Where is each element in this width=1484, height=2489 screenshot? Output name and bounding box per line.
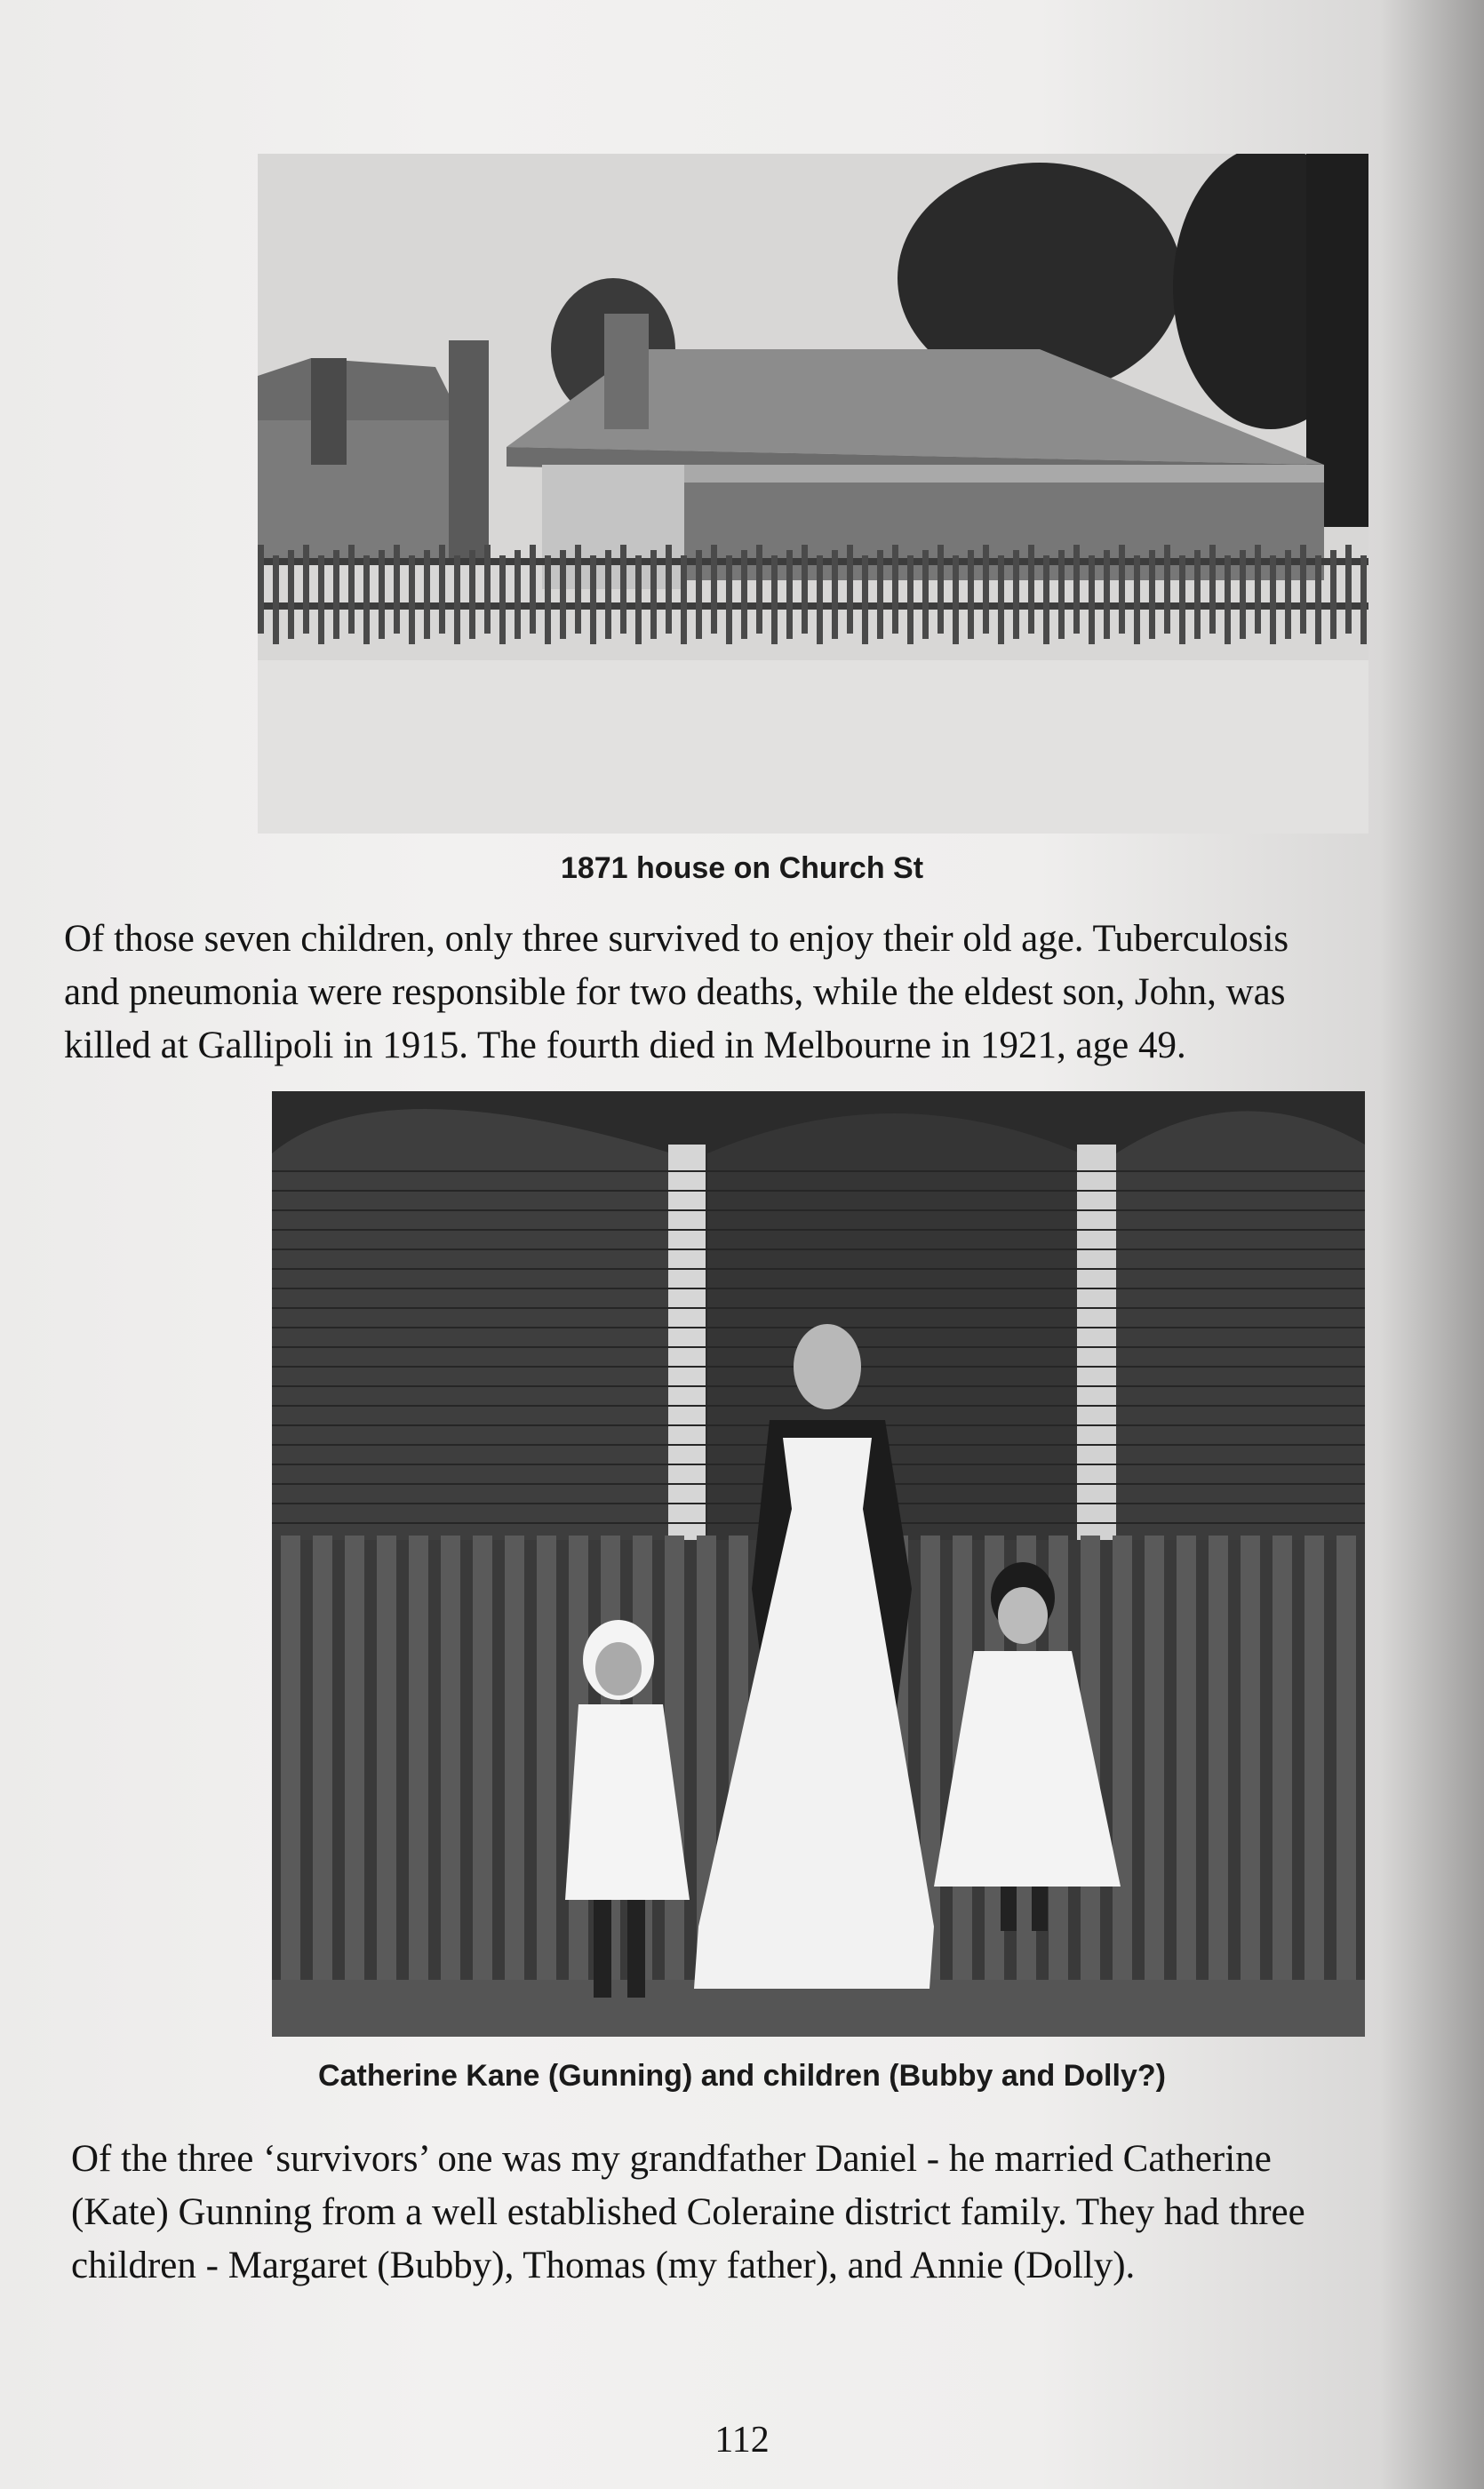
house-photo <box>258 154 1368 834</box>
paragraph-2-line-3: children - Margaret (Bubby), Thomas (my father), and Annie (Dolly). <box>71 2245 1136 2286</box>
paragraph-1-line-1: Of those seven children, only three survived to enjoy their old age. Tuberculosis <box>64 918 1289 960</box>
figure-2-caption: Catherine Kane (Gunning) and children (Bubby and Dolly?) <box>318 2059 1166 2093</box>
paragraph-2-line-1: Of the three ‘survivors’ one was my grandfather Daniel - he married Catherine <box>71 2138 1272 2180</box>
figure-1-caption: 1871 house on Church St <box>560 851 924 885</box>
paragraph-2 <box>71 2133 1457 2293</box>
page-number: 112 <box>714 2420 770 2461</box>
paragraph-2-line-2: (Kate) Gunning from a well established Coleraine district family. They had three <box>71 2191 1305 2233</box>
paragraph-1-line-3: killed at Gallipoli in 1915. The fourth died in Melbourne in 1921, age 49. <box>64 1025 1186 1066</box>
paragraph-1-line-2: and pneumonia were responsible for two deaths, while the eldest son, John, was <box>64 971 1286 1013</box>
family-photo <box>272 1091 1365 2037</box>
paragraph-1 <box>64 913 1441 1073</box>
